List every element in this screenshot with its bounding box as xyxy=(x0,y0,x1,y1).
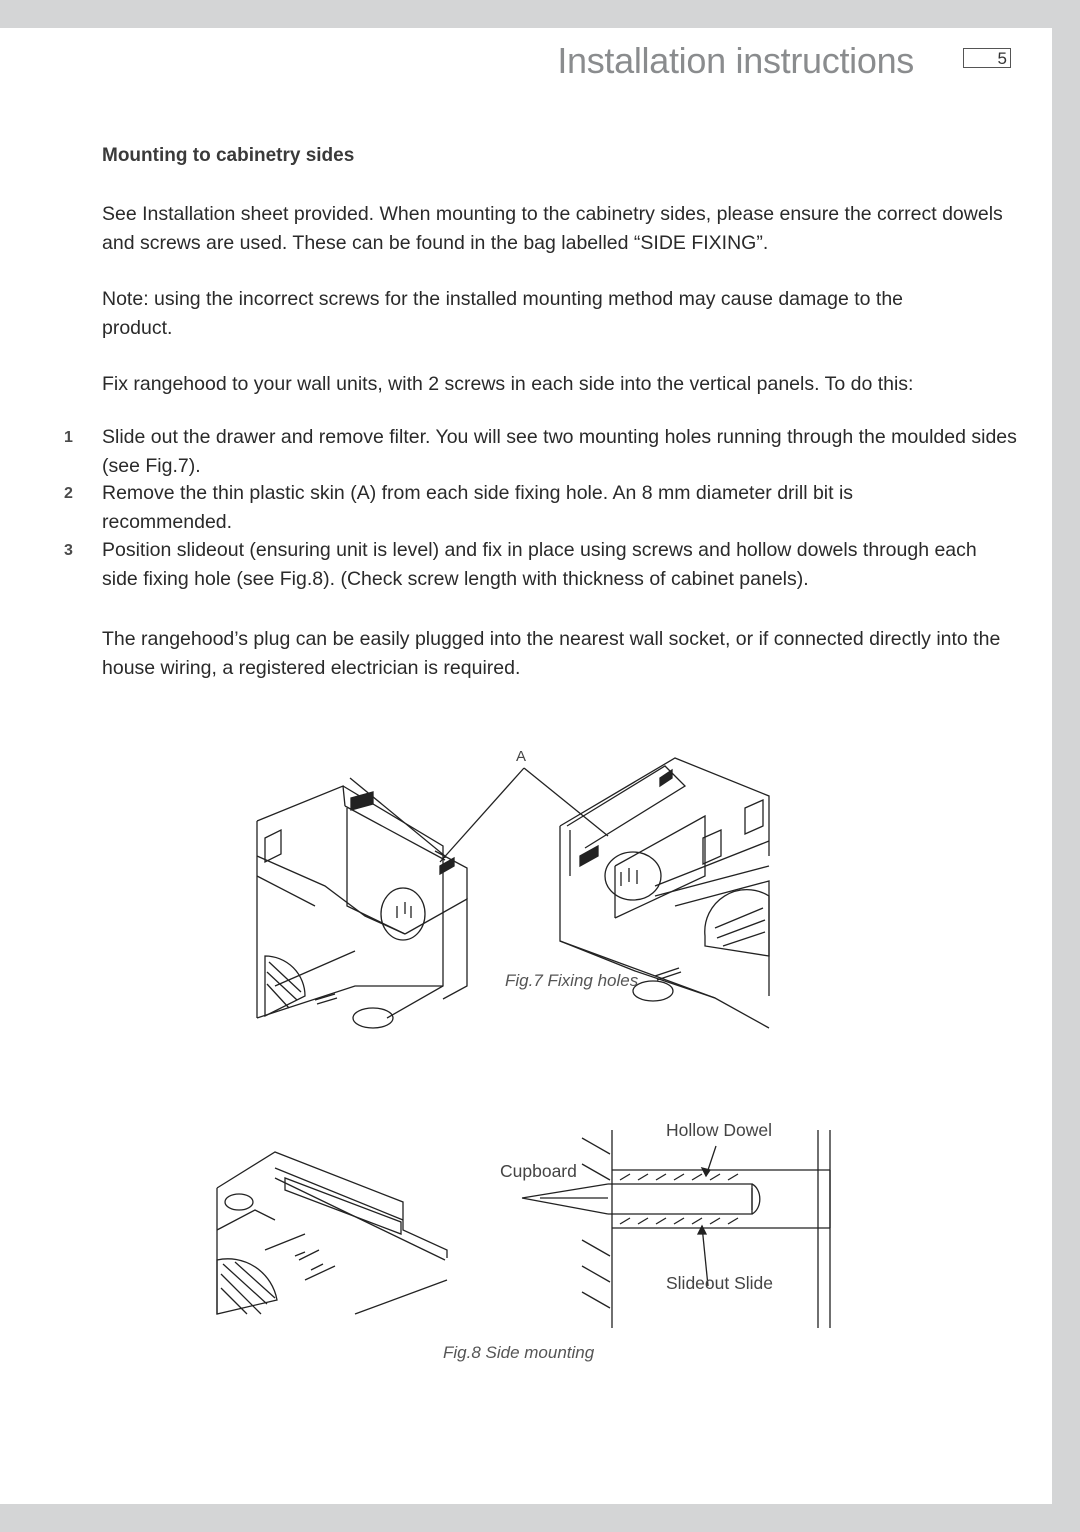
note-paragraph: Note: using the incorrect screws for the installed mounting method may cause damage to the product. xyxy=(102,288,904,339)
intro-paragraph: See Installation sheet provided. When mounting to the cabinetry sides, please ensure the correct dowels and screws are used. These can be found in the bag labelled “SIDE FIXING”. xyxy=(102,203,1003,254)
lead-paragraph: Fix rangehood to your wall units, with 2 screws in each side into the vertical panels. To do this: xyxy=(102,373,914,395)
page-title: Installation instructions xyxy=(557,40,914,81)
page-number: 5 xyxy=(963,48,1011,68)
step-number-2: 2 xyxy=(64,485,73,502)
hollow-dowel-label: Hollow Dowel xyxy=(666,1120,773,1140)
fig7-callout-label: A xyxy=(516,748,527,765)
step-number-3: 3 xyxy=(64,542,73,559)
fig8-slideout-illustration xyxy=(215,1150,447,1314)
step-text-1: Slide out the drawer and remove filter. You will see two mounting holes running through the moulded sides (see Fig.7). xyxy=(102,426,1017,477)
closing-paragraph: The rangehood’s plug can be easily plugged into the nearest wall socket, or if connected directly into the house wiring, a registered electrician is required. xyxy=(102,628,1001,679)
section-heading: Mounting to cabinetry sides xyxy=(102,145,355,166)
fig8-cross-section-diagram xyxy=(520,1128,836,1328)
step-text-2: Remove the thin plastic skin (A) from each side fixing hole. An 8 mm diameter drill bit is recommended. xyxy=(102,482,854,533)
document-page xyxy=(0,28,1052,1504)
cupboard-label: Cupboard xyxy=(500,1161,577,1181)
slideout-slide-label: Slideout Slide xyxy=(666,1273,774,1293)
step-text-3: Position slideout (ensuring unit is level) and fix in place using screws and hollow dowels through each side fixing hole (see Fig.8). (Check screw length with thickness of cabinet panels). xyxy=(102,539,977,590)
fig8-caption: Fig.8 Side mounting xyxy=(443,1343,595,1362)
step-number-1: 1 xyxy=(64,429,73,446)
fig7-caption: Fig.7 Fixing holes xyxy=(505,971,639,990)
fig7-callout-lines xyxy=(440,766,610,866)
